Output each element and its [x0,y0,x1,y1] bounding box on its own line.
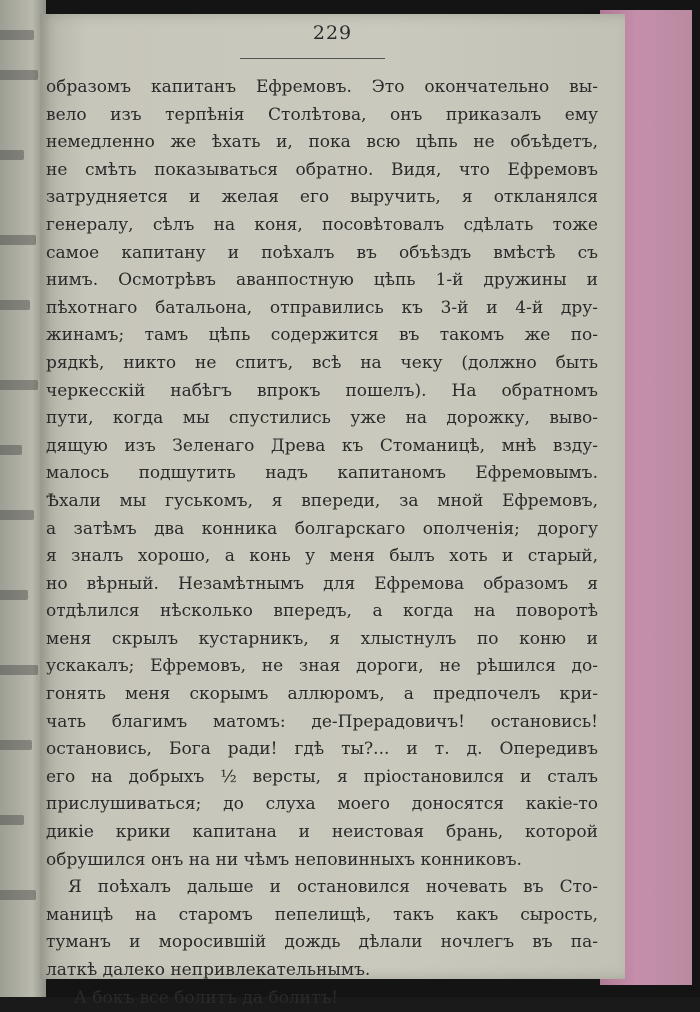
text-line: дящую изъ Зеленаго Древа къ Стоманицѣ, мнѣ взду- [46,435,598,456]
text-line: отдѣлился нѣсколько впередъ, а когда на поворотѣ [46,601,598,622]
text-line: образомъ капитанъ Ефремовъ. Это окончательно вы- [46,77,598,97]
text-line: ускакалъ; Ефремовъ, не зная дороги, не рѣшился до- [46,656,598,677]
closing-line: А бокъ все болитъ да болитъ! [74,987,339,1008]
text-line: а затѣмъ два конника болгарскаго ополченія; дорогу [46,518,598,539]
text-line: генералу, сѣлъ на коня, посовѣтовалъ сдѣлать тоже [46,214,598,235]
paragraph-2-line: Я поѣхалъ дальше и остановился ночевать въ Сто- [68,877,598,898]
text-line: затрудняется и желая его выручить, я откланялся [46,187,598,208]
text-line: я зналъ хорошо, а конь у меня былъ хоть и старый, [46,546,598,567]
book-page [40,14,625,1008]
text-line: его на добрыхъ ½ версты, я пріостановился и сталъ [46,766,598,787]
text-line: немедленно же ѣхать и, пока всю цѣпь не объѣдетъ, [46,132,598,153]
text-line: вело изъ терпѣнія Столѣтова, онъ приказалъ ему [46,104,598,125]
header-rule [240,58,385,59]
page-number: 229 [312,22,353,44]
text-line: дикіе крики капитана и неистовая брань, которой [46,822,598,843]
text-line: гонять меня скорымъ аллюромъ, а предпочелъ кри- [46,684,598,705]
text-line: не смѣть показываться обратно. Видя, что Ефремовъ [46,159,598,180]
text-line: Ѣхали мы гуськомъ, я впереди, за мной Ефремовъ, [46,490,598,511]
text-line: малось подшутить надъ капитаномъ Ефремовымъ. [46,463,598,484]
text-line: рядкѣ, никто не спитъ, всѣ на чеку (должно быть [46,352,598,373]
text-line: обрушился онъ на ни чѣмъ неповинныхъ конниковъ. [46,849,522,870]
text-line: нимъ. Осмотрѣвъ аванпостную цѣпь 1-й дружины и [46,270,598,291]
text-line: остановись, Бога ради! гдѣ ты?... и т. д. Опередивъ [46,739,598,760]
text-line: жинамъ; тамъ цѣпь содержится въ такомъ же по- [46,325,598,346]
text-line: пѣхотнаго батальона, отправились къ 3-й и 4-й дру- [46,297,598,318]
text-line: но вѣрный. Незамѣтнымъ для Ефремова образомъ я [46,573,598,594]
text-line: самое капитану и поѣхалъ въ объѣздъ вмѣстѣ съ [46,242,598,263]
text-line: чать благимъ матомъ: де-Прерадовичъ! остановись! [46,711,598,732]
text-line: прислушиваться; до слуха моего доносятся какіе-то [46,794,598,815]
paragraph-2-line: латкѣ далеко непривлекательнымъ. [46,960,371,980]
paragraph-2-line: маницѣ на старомъ пепелищѣ, такъ какъ сырость, [46,904,598,925]
text-line: черкесскій набѣгъ впрокъ пошелъ). На обратномъ [46,380,598,401]
paragraph-2-line: туманъ и моросившій дождь дѣлали ночлегъ въ па- [46,932,598,953]
text-line: пути, когда мы спустились уже на дорожку, выво- [46,408,598,429]
text-line: меня скрылъ кустарникъ, я хлыстнулъ по коню и [46,628,598,649]
body-text [46,74,598,1012]
